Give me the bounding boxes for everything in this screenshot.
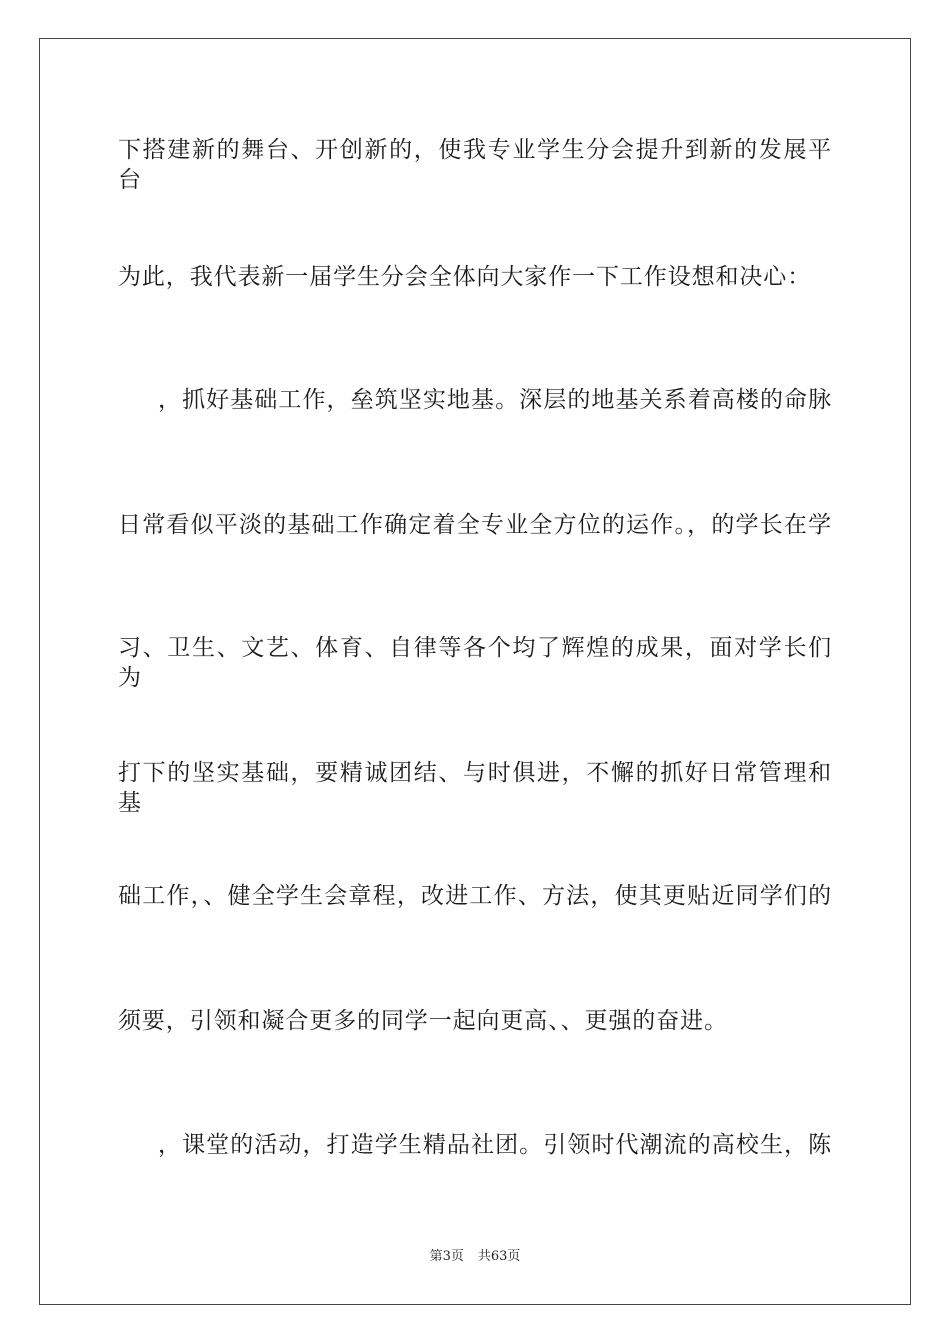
paragraph-line-7: 础工作，、健全学生会章程，改进工作、方法，使其更贴近同学们的 bbox=[118, 883, 832, 909]
paragraph-line-5: 习、卫生、文艺、体育、自律等各个均了辉煌的成果，面对学长们为 bbox=[118, 635, 832, 691]
paragraph-line-1: 下搭建新的舞台、开创新的，使我专业学生分会提升到新的发展平台 bbox=[118, 137, 832, 193]
paragraph-line-3: ，抓好基础工作，垒筑坚实地基。深层的地基关系着高楼的命脉 bbox=[158, 387, 832, 413]
page-number-total: 共63页 bbox=[477, 1249, 521, 1264]
paragraph-line-8: 须要，引领和凝合更多的同学一起向更高、、更强的奋进。 bbox=[118, 1008, 728, 1034]
paragraph-line-4: 日常看似平淡的基础工作确定着全专业全方位的运作。，的学长在学 bbox=[118, 512, 832, 538]
paragraph-line-9: ，课堂的活动，打造学生精品社团。引领时代潮流的高校生，陈 bbox=[158, 1132, 832, 1158]
page-number-current: 第3页 bbox=[429, 1249, 464, 1264]
paragraph-line-2: 为此，我代表新一届学生分会全体向大家作一下工作设想和决心： bbox=[118, 264, 812, 290]
paragraph-line-6: 打下的坚实基础，要精诚团结、与时俱进，不懈的抓好日常管理和基 bbox=[118, 760, 832, 816]
page-footer bbox=[0, 1248, 950, 1266]
